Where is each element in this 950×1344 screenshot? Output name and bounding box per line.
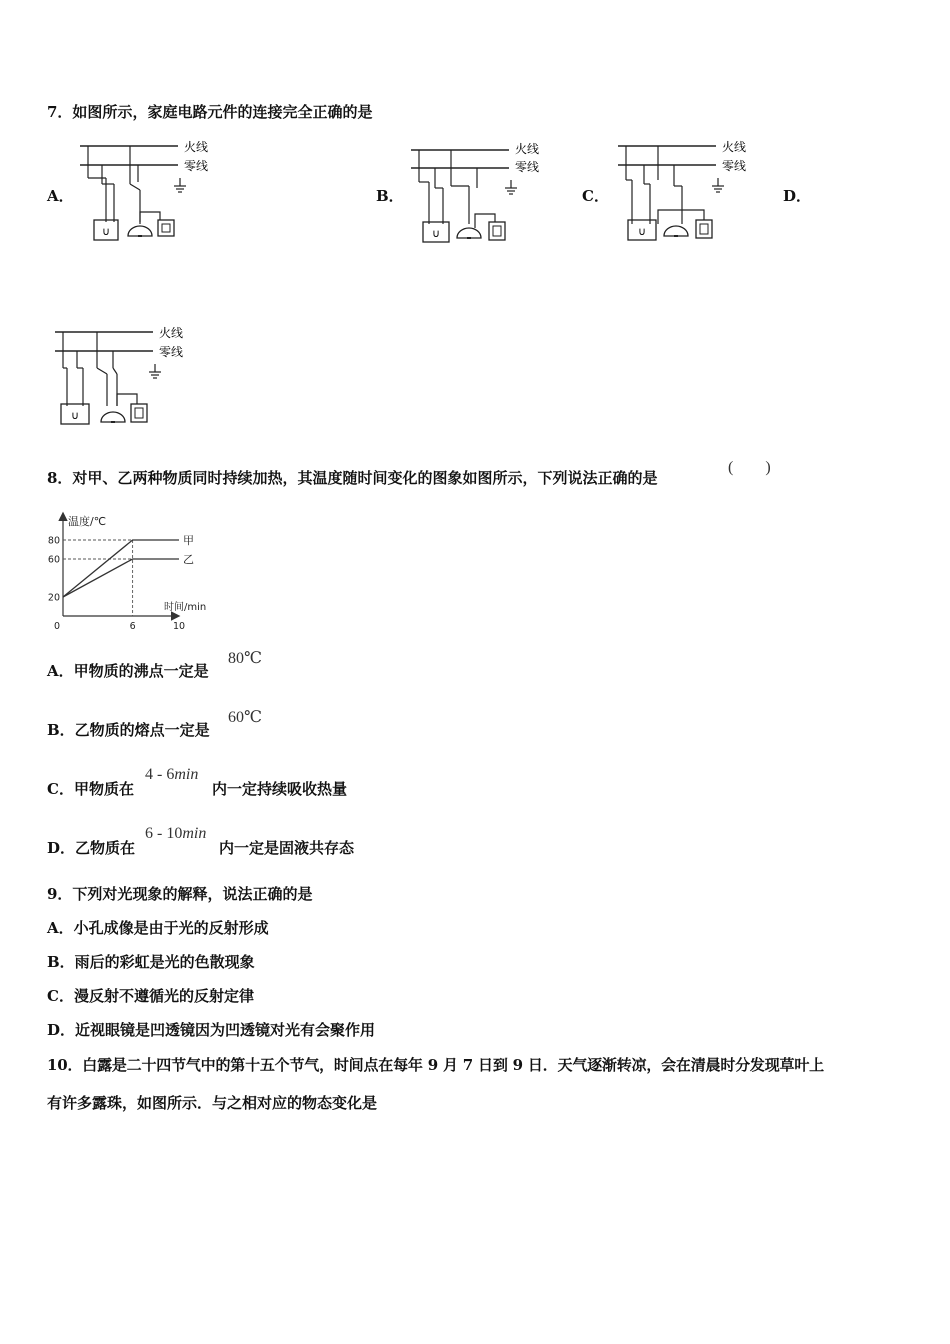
q8-option-a-math: 80℃ xyxy=(228,650,262,667)
x-tick-label-2: 6 xyxy=(129,621,136,632)
circuit-diagram-d xyxy=(55,324,195,432)
q9-option-a: A．小孔成像是由于光的反射形成 xyxy=(47,919,269,937)
q8-option-c xyxy=(47,779,134,799)
q8-option-a-text: A．甲物质的沸点一定是 xyxy=(47,662,209,680)
svg-text:∪: ∪ xyxy=(101,225,111,238)
q8-option-d xyxy=(47,838,135,858)
q9-stem: 9．下列对光现象的解释，说法正确的是 xyxy=(47,885,313,903)
q7-option-b-label: B． xyxy=(376,187,404,205)
q8-option-b-math: 60℃ xyxy=(228,709,262,726)
neutral-wire-label: 零线 xyxy=(159,345,184,359)
q7-option-a-label: A． xyxy=(47,187,74,205)
live-wire-label: 火线 xyxy=(515,142,540,156)
q8-option-c-math-num: 4 - 6 xyxy=(145,766,175,783)
q8-option-a xyxy=(47,661,209,681)
q8-option-d-math-unit: min xyxy=(182,825,207,842)
q8-option-b xyxy=(47,720,210,740)
q8-option-c-math-unit: min xyxy=(174,766,199,783)
temperature-time-chart xyxy=(40,510,220,630)
svg-text:∪: ∪ xyxy=(431,227,441,240)
y-tick-label-2: 60 xyxy=(47,554,60,566)
live-wire-label: 火线 xyxy=(159,326,184,340)
q7-option-d-label: D． xyxy=(783,187,812,205)
q8-option-c-suffix: 内一定持续吸收热量 xyxy=(212,780,348,798)
svg-text:∪: ∪ xyxy=(70,409,80,422)
q8-option-b-text: B．乙物质的熔点一定是 xyxy=(47,721,210,739)
q9-option-c: C．漫反射不遵循光的反射定律 xyxy=(47,987,254,1005)
series-label-2: 乙 xyxy=(183,553,194,566)
q10-line-1: 10．白露是二十四节气中的第十五个节气，时间点在每年 9 月 7 日到 9 日．天气逐渐转凉，会在清晨时分发现草叶上 xyxy=(47,1056,824,1074)
circuit-diagram-a xyxy=(80,138,220,246)
neutral-wire-label: 零线 xyxy=(722,159,747,173)
y-tick-label-3: 80 xyxy=(47,535,60,547)
q10-line-2: 有许多露珠，如图所示．与之相对应的物态变化是 xyxy=(47,1094,378,1112)
q8-option-d-suffix: 内一定是固液共存态 xyxy=(219,839,355,857)
q8-option-c-math xyxy=(145,766,198,784)
series-line-1 xyxy=(63,540,179,597)
circuit-diagram-b xyxy=(411,138,551,246)
svg-text:∪: ∪ xyxy=(637,225,647,238)
q8-option-c-text: C．甲物质在 xyxy=(47,780,134,798)
q9-option-d: D．近视眼镜是凹透镜因为凹透镜对光有会聚作用 xyxy=(47,1021,376,1039)
series-label-1: 甲 xyxy=(183,534,194,547)
y-axis-label: 温度/℃ xyxy=(68,515,107,528)
x-axis-label: 时间/min xyxy=(164,602,207,613)
q8-stem: 8．对甲、乙两种物质同时持续加热，其温度随时间变化的图象如图所示，下列说法正确的是 xyxy=(47,469,658,487)
live-wire-label: 火线 xyxy=(722,140,747,154)
series-line-2 xyxy=(63,559,179,597)
neutral-wire-label: 零线 xyxy=(515,160,540,174)
y-tick-label-1: 20 xyxy=(47,592,60,604)
origin-label: 0 xyxy=(53,621,61,632)
live-wire-label: 火线 xyxy=(184,140,209,154)
q8-option-d-math-num: 6 - 10 xyxy=(145,825,183,842)
q8-answer-paren: ( ) xyxy=(728,459,771,476)
q7-option-c-label: C． xyxy=(582,187,609,205)
q8-option-d-math xyxy=(145,825,206,843)
neutral-wire-label: 零线 xyxy=(184,159,209,173)
circuit-diagram-c xyxy=(618,138,758,246)
q7-stem: 7．如图所示，家庭电路元件的连接完全正确的是 xyxy=(47,103,373,121)
q8-option-d-text: D．乙物质在 xyxy=(47,839,136,857)
x-tick-label-3: 10 xyxy=(172,621,186,632)
q9-option-b: B．雨后的彩虹是光的色散现象 xyxy=(47,953,255,971)
